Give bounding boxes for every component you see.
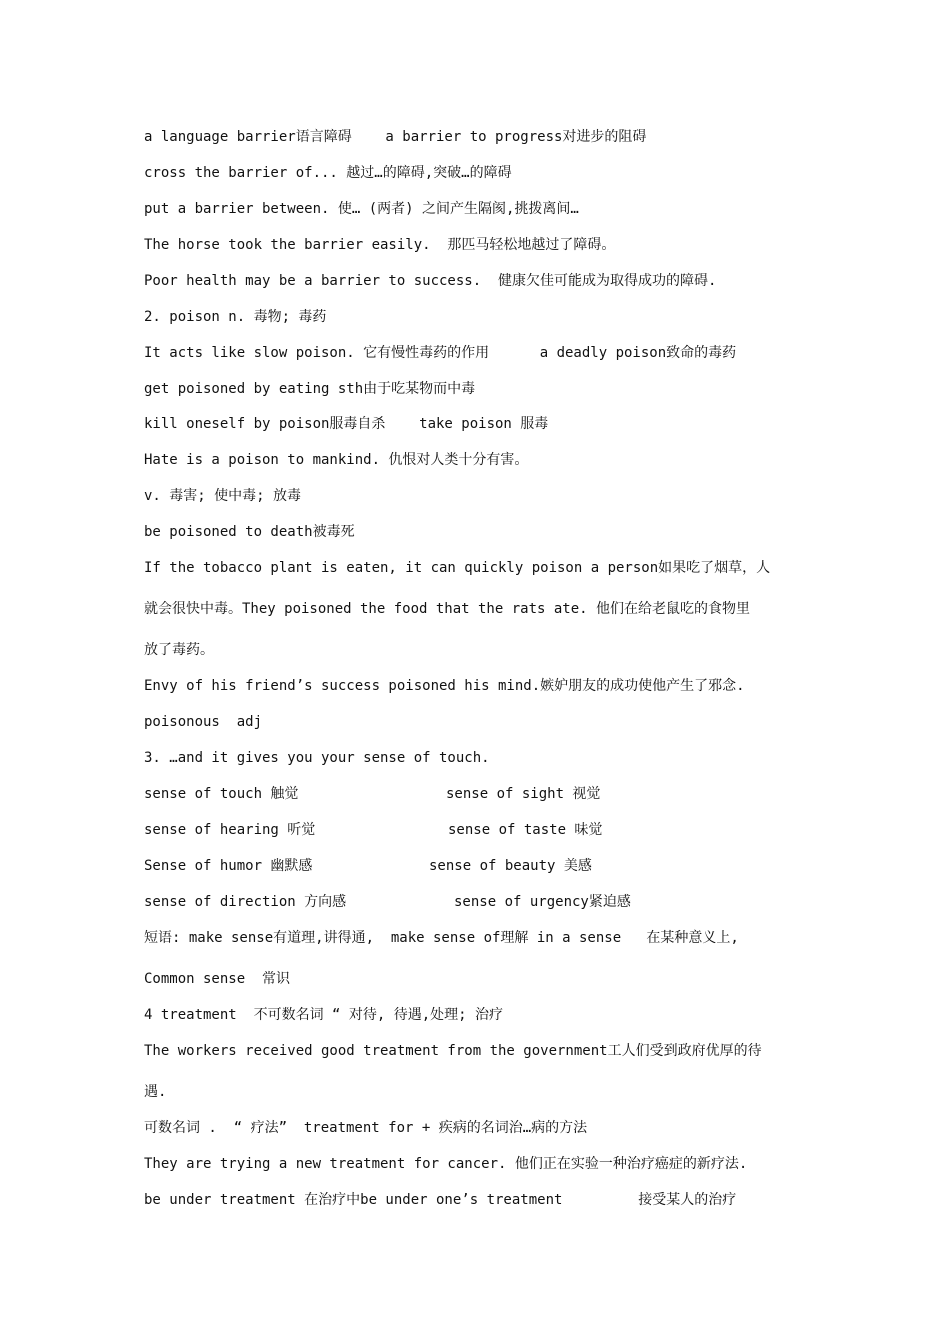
text-line: poisonous adj bbox=[144, 714, 263, 730]
text-line: be under treatment 在治疗中be under one’s treatment 接受某人的治疗 bbox=[144, 1192, 737, 1208]
text-line: If the tobacco plant is eaten, it can quickly poison a person如果吃了烟草，人 bbox=[144, 560, 771, 576]
text-line: sense of sight 视觉 bbox=[446, 786, 601, 802]
text-line: Envy of his friend’s success poisoned his mind.嫉妒朋友的成功使他产生了邪念. bbox=[144, 678, 745, 694]
text-line: sense of urgency紧迫感 bbox=[454, 894, 631, 910]
text-line: sense of direction 方向感 bbox=[144, 894, 347, 910]
text-line: 可数名词 . “ 疗法” treatment for + 疾病的名词治…病的方法 bbox=[144, 1120, 588, 1136]
text-line: The workers received good treatment from the government工人们受到政府优厚的待 bbox=[144, 1043, 762, 1059]
text-line: Common sense 常识 bbox=[144, 971, 291, 987]
text-line: The horse took the barrier easily. 那匹马轻松地越过了障碍。 bbox=[144, 237, 616, 253]
text-line: v. 毒害; 使中毒; 放毒 bbox=[144, 488, 302, 504]
text-line: sense of beauty 美感 bbox=[429, 858, 592, 874]
text-line: be poisoned to death被毒死 bbox=[144, 524, 355, 540]
text-line: a language barrier语言障碍 a barrier to progress对进步的阻碍 bbox=[144, 129, 647, 145]
text-line: They are trying a new treatment for cancer. 他们正在实验一种治疗癌症的新疗法. bbox=[144, 1156, 748, 1172]
text-line: It acts like slow poison. 它有慢性毒药的作用 a deadly poison致命的毒药 bbox=[144, 345, 737, 361]
text-line: get poisoned by eating sth由于吃某物而中毒 bbox=[144, 381, 476, 397]
text-line: Sense of humor 幽默感 bbox=[144, 858, 313, 874]
text-line: put a barrier between. 使… (两者) 之间产生隔阂,挑拨离间… bbox=[144, 201, 579, 217]
section-heading: 4 treatment 不可数名词 “ 对待, 待遇,处理; 治疗 bbox=[144, 1007, 504, 1023]
text-line: 遇. bbox=[144, 1084, 167, 1100]
section-heading: 3. …and it gives you your sense of touch. bbox=[144, 750, 490, 766]
text-line: sense of hearing 听觉 bbox=[144, 822, 316, 838]
text-line: Hate is a poison to mankind. 仇恨对人类十分有害。 bbox=[144, 452, 529, 468]
text-line: 放了毒药。 bbox=[144, 642, 214, 658]
text-line: 就会很快中毒。They poisoned the food that the rats ate. 他们在给老鼠吃的食物里 bbox=[144, 601, 751, 617]
text-line: 短语: make sense有道理,讲得通, make sense of理解 in a sense 在某种意义上, bbox=[144, 930, 739, 946]
section-heading: 2. poison n. 毒物; 毒药 bbox=[144, 309, 327, 325]
text-line: sense of touch 触觉 bbox=[144, 786, 299, 802]
text-line: kill oneself by poison服毒自杀 take poison 服毒 bbox=[144, 416, 549, 432]
text-line: sense of taste 味觉 bbox=[448, 822, 603, 838]
text-line: Poor health may be a barrier to success. 健康欠佳可能成为取得成功的障碍. bbox=[144, 273, 717, 289]
text-line: cross the barrier of... 越过…的障碍,突破…的障碍 bbox=[144, 165, 512, 181]
